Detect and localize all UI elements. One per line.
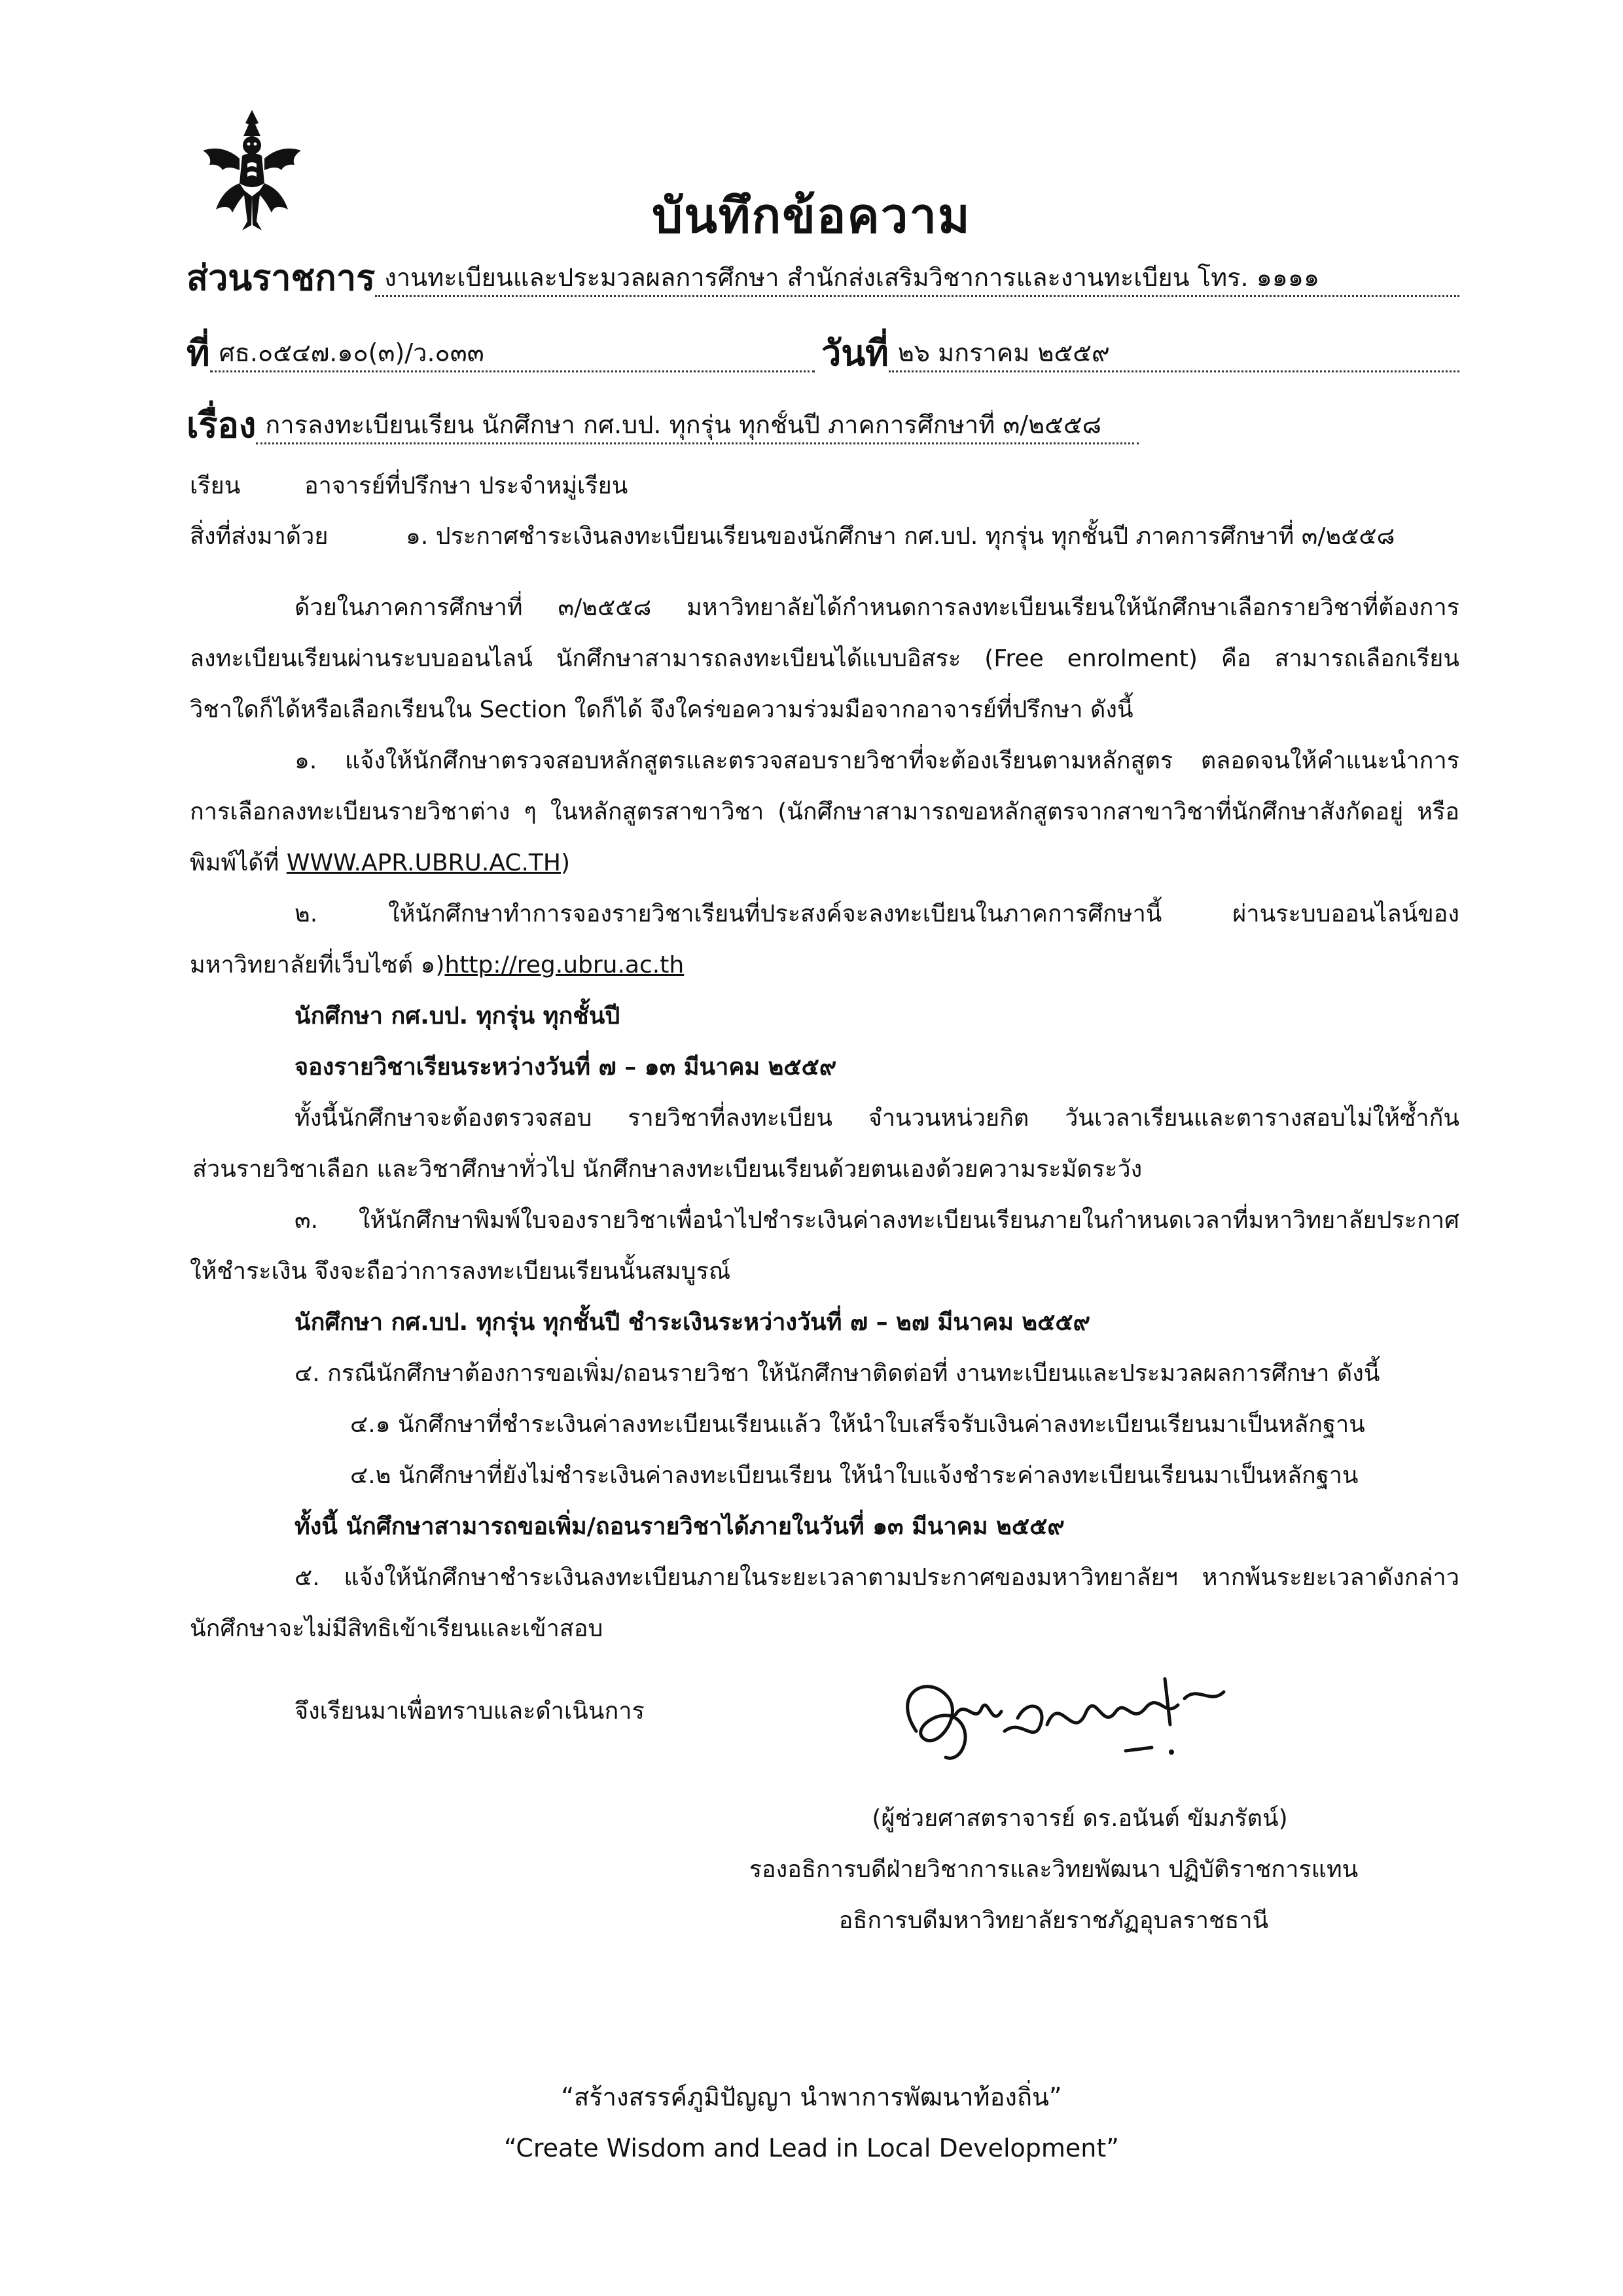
subject-label: เรื่อง <box>187 404 257 446</box>
item2-booking-period: จองรายวิชาเรียนระหว่างวันที่ ๗ – ๑๓ มีนาคม ๒๕๕๙ <box>294 1054 837 1081</box>
item5-line-1: ๕. แจ้งให้นักศึกษาชำระเงินลงทะเบียนภายในระยะเวลาตามประกาศของมหาวิทยาลัยฯ หากพ้นระยะเวลาดังกล่าว <box>294 1564 1459 1591</box>
university-motto <box>0 2072 1623 2174</box>
item1-line-1: ๑. แจ้งให้นักศึกษาตรวจสอบหลักสูตรและตรวจสอบรายวิชาที่จะต้องเรียนตามหลักสูตร ตลอดจนให้คำแนะนำการ <box>294 747 1459 774</box>
subject-value: การลงทะเบียนเรียน นักศึกษา กศ.บป. ทุกรุ่น ทุกชั้นปี ภาคการศึกษาที่ ๓/๒๕๕๘ <box>256 410 1139 445</box>
item2-student-group: นักศึกษา กศ.บป. ทุกรุ่น ทุกชั้นปี <box>294 1003 620 1030</box>
motto-thai: “สร้างสรรค์ภูมิปัญญา นำพาการพัฒนาท้องถิ่น” <box>561 2083 1062 2111</box>
department-value: งานทะเบียนและประมวลผลการศึกษา สำนักส่งเสริมวิชาการและงานทะเบียน โทร. ๑๑๑๑ <box>375 263 1459 298</box>
reference-number-row <box>187 334 815 372</box>
intro-line-2: ลงทะเบียนเรียนผ่านระบบออนไลน์ นักศึกษาสามารถลงทะเบียนได้แบบอิสระ (Free enrolment) คือ สามารถเลือกเรียน <box>190 645 1459 672</box>
item2-note-line-2: ส่วนรายวิชาเลือก และวิชาศึกษาทั่วไป นักศึกษาลงทะเบียนเรียนด้วยตนเองด้วยความระมัดระวัง <box>192 1156 1143 1183</box>
signatory-position-2: อธิการบดีมหาวิทยาลัยราชภัฏอุบลราชธานี <box>838 1907 1269 1934</box>
motto-english: “Create Wisdom and Lead in Local Development” <box>504 2134 1119 2162</box>
intro-line-3: วิชาใดก็ได้หรือเลือกเรียนใน Section ใดก็ได้ จึงใคร่ขอความร่วมมือจากอาจารย์ที่ปรึกษา ดังนี้ <box>190 696 1133 723</box>
reg-website-link[interactable]: http://reg.ubru.ac.th <box>444 952 685 978</box>
enclosure-value: ๑. ประกาศชำระเงินลงทะเบียนเรียนของนักศึกษา กศ.บป. ทุกรุ่น ทุกชั้นปี ภาคการศึกษาที่ ๓/๒๕๕๘ <box>406 523 1395 550</box>
item1-line-3-text: พิมพ์ได้ที่ <box>190 850 287 876</box>
department-row <box>187 259 1459 297</box>
item2-line-1: ๒. ให้นักศึกษาทำการจองรายวิชาเรียนที่ประสงค์จะลงทะเบียนในภาคการศึกษานี้ ผ่านระบบออนไลน์ของ <box>294 901 1459 927</box>
item4-1: ๔.๑ นักศึกษาที่ชำระเงินค่าลงทะเบียนเรียนแล้ว ให้นำใบเสร็จรับเงินค่าลงทะเบียนเรียนมาเป็นหลักฐาน <box>350 1411 1365 1438</box>
item2-line-2-text: มหาวิทยาลัยที่เว็บไซต์ ๑) <box>190 952 445 978</box>
salutation-label: เรียน <box>190 473 241 499</box>
item1-line-3 <box>190 838 1459 889</box>
item4-line-1: ๔. กรณีนักศึกษาต้องการขอเพิ่ม/ถอนรายวิชา ให้นักศึกษาติดต่อที่ งานทะเบียนและประมวลผลการศึกษา ดังนี้ <box>294 1360 1380 1387</box>
reference-number-value: ศธ.๐๕๔๗.๑๐(๓)/ว.๐๓๓ <box>210 338 815 373</box>
item1-line-2: การเลือกลงทะเบียนรายวิชาต่าง ๆ ในหลักสูตรสาขาวิชา (นักศึกษาสามารถขอหลักสูตรจากสาขาวิชาที่นักศึกษาสังกัดอยู่ หรือ <box>190 798 1459 825</box>
subject-row <box>187 406 1139 444</box>
date-value: ๒๖ มกราคม ๒๕๕๙ <box>889 338 1459 373</box>
signature <box>877 1653 1243 1784</box>
intro-line-1: ด้วยในภาคการศึกษาที่ ๓/๒๕๕๘ มหาวิทยาลัยได้กำหนดการลงทะเบียนเรียนให้นักศึกษาเลือกรายวิชาที่ต้องการ <box>294 594 1459 621</box>
date-row <box>821 334 1459 372</box>
apr-website-link[interactable]: WWW.APR.UBRU.AC.TH <box>286 850 561 876</box>
item5-line-2: นักศึกษาจะไม่มีสิทธิเข้าเรียนและเข้าสอบ <box>190 1615 603 1642</box>
item4-deadline: ทั้งนี้ นักศึกษาสามารถขอเพิ่ม/ถอนรายวิชาได้ภายในวันที่ ๑๓ มีนาคม ๒๕๕๙ <box>294 1513 1065 1540</box>
salutation-recipient: อาจารย์ที่ปรึกษา ประจำหมู่เรียน <box>304 473 628 499</box>
item3-line-1: ๓. ให้นักศึกษาพิมพ์ใบจองรายวิชาเพื่อนำไปชำระเงินค่าลงทะเบียนเรียนภายในกำหนดเวลาที่มหาวิทยาลัยประกาศ <box>294 1207 1459 1234</box>
item2-line-2 <box>190 940 1459 991</box>
item4-2: ๔.๒ นักศึกษาที่ยังไม่ชำระเงินค่าลงทะเบียนเรียน ให้นำใบแจ้งชำระค่าลงทะเบียนเรียนมาเป็นหลักฐาน <box>350 1462 1359 1489</box>
closing-line: จึงเรียนมาเพื่อทราบและดำเนินการ <box>294 1698 645 1725</box>
memo-body <box>190 583 1459 1655</box>
item3-line-2: ให้ชำระเงิน จึงจะถือว่าการลงทะเบียนเรียนนั้นสมบูรณ์ <box>190 1258 731 1285</box>
signatory-name: (ผู้ช่วยศาสตราจารย์ ดร.อนันต์ ขัมภรัตน์) <box>872 1805 1288 1832</box>
item1-line-3-close: ) <box>560 850 571 876</box>
date-label: วันที่ <box>821 332 889 374</box>
signatory-block <box>654 1793 1453 1946</box>
department-label: ส่วนราชการ <box>187 257 376 298</box>
item3-payment-period: นักศึกษา กศ.บป. ทุกรุ่น ทุกชั้นปี ชำระเงินระหว่างวันที่ ๗ – ๒๗ มีนาคม ๒๕๕๙ <box>294 1309 1091 1336</box>
enclosure-label: สิ่งที่ส่งมาด้วย <box>190 523 329 550</box>
document-title: บันทึกข้อความ <box>652 188 971 244</box>
reference-number-label: ที่ <box>187 332 210 374</box>
signatory-position-1: รองอธิการบดีฝ่ายวิชาการและวิทยพัฒนา ปฏิบัติราชการแทน <box>749 1856 1359 1883</box>
item2-note-line-1: ทั้งนี้นักศึกษาจะต้องตรวจสอบ รายวิชาที่ลงทะเบียน จำนวนหน่วยกิต วันเวลาเรียนและตารางสอบไม่ให้ซ้ำกัน <box>294 1105 1459 1132</box>
